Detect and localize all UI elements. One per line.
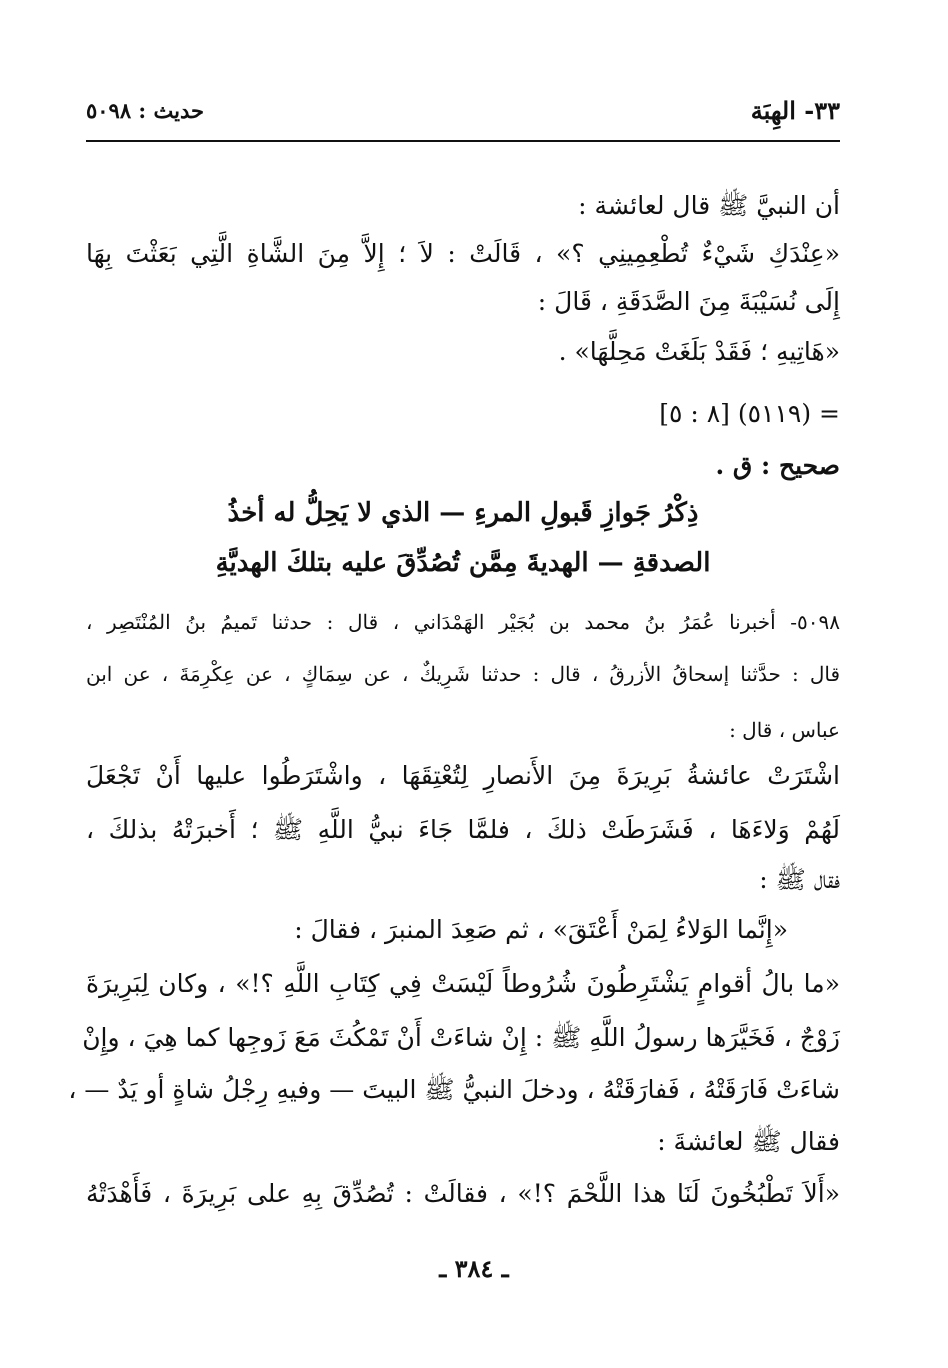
text-line: إِلَى نُسَيْبَةَ مِنَ الصَّدَقَةِ ، قَالَ : — [537, 287, 840, 316]
isnad-line: عباس ، قال : — [729, 718, 840, 742]
text-line: «إِنَّما الوَلاءُ لِمَنْ أَعْتَقَ» ، ثم صَعِدَ المنبرَ ، فقالَ : — [294, 915, 788, 944]
grading-line: صحيح : ق . — [715, 451, 840, 480]
text-line: فقال ﷺ : — [759, 865, 840, 894]
text-line: لَهُمْ وَلاءَهَا ، فَشَرَطَتْ ذلكَ ، فلمَّا جَاءَ نبيُّ اللَّهِ ﷺ ؛ أَخبرَتْهُ بذلكَ ، — [86, 815, 840, 844]
text-line: شاءَتْ فَارَقَتْهُ ، فَفارَقَتْهُ ، ودخلَ النبيُّ ﷺ البيتَ — وفيهِ رِجْلُ شاةٍ أو يَدٌ — ، — [68, 1075, 840, 1104]
text-line: زَوْجٌ ، فَخَيَّرَها رسولُ اللَّهِ ﷺ : إِنْ شاءَتْ أَنْ تَمْكُثَ مَعَ زَوجِها كما هِيَ ، وإِنْ — [82, 1023, 840, 1052]
isnad-line: ٥٠٩٨- أخبرنا عُمَرُ بنُ محمد بن بُجَيْر الهَمْدَاني ، قال : حدثنا تَميمُ بنُ المُنْتَصِر ، — [86, 610, 840, 634]
running-title: ٣٣- الهِبَة — [750, 96, 840, 125]
page-number: ـ ٣٨٤ ـ — [439, 1254, 509, 1283]
text-line: «هَاتِيهِ ؛ فَقَدْ بَلَغَتْ مَحِلَّهَا» . — [558, 337, 840, 366]
text-line: «ما بالُ أقوامٍ يَشْتَرِطُونَ شُرُوطاً لَيْسَتْ فِي كِتَابِ اللَّهِ ؟!» ، وكان لِبَرِيرَةَ — [86, 969, 840, 998]
text-line: «عِنْدَكِ شَيْءٌ تُطْعِمِينِي ؟» ، قَالَتْ : لاَ ؛ إِلاَّ مِنَ الشَّاةِ الَّتِي بَعَثْتَ بِهَا — [86, 239, 840, 268]
chapter-heading-line: ذِكْرُ جَوازِ قَبولِ المرءِ — الذي لا يَحِلُّ له أخذُ — [227, 498, 699, 528]
hadith-reference: حديث : ٥٠٩٨ — [86, 98, 204, 123]
text-line: «أَلاَ تَطْبُخُونَ لَنَا هذا اللَّحْمَ ؟!» ، فقالَتْ : تُصُدِّقَ بِهِ على بَرِيرَةَ ، فَأَهْدَتْهُ — [86, 1179, 840, 1208]
text-line: أن النبيَّ ﷺ قال لعائشة : — [578, 191, 840, 220]
header-rule — [86, 140, 840, 142]
text-line: فقال ﷺ لعائشةَ : — [657, 1127, 840, 1156]
chapter-heading-line: الصدقةِ — الهديةَ مِمَّن تُصُدِّقَ عليه بتلكَ الهديَّةِ — [215, 548, 711, 578]
page-header — [86, 96, 840, 136]
text-line: اشْتَرَتْ عائشةُ بَرِيرَةَ مِنَ الأَنصارِ لِتُعْتِقَهَا ، واشْتَرَطُوا عليها أَنْ تَجْعَلَ — [86, 761, 840, 790]
text-line: = (٥١١٩) [٨ : ٥] — [659, 399, 840, 428]
isnad-line: قال : حدَّثنا إسحاقُ الأزرقُ ، قال : حدثنا شَرِيكٌ ، عن سِمَاكٍ ، عن عِكْرِمَةَ ، عن ابن — [86, 662, 840, 686]
